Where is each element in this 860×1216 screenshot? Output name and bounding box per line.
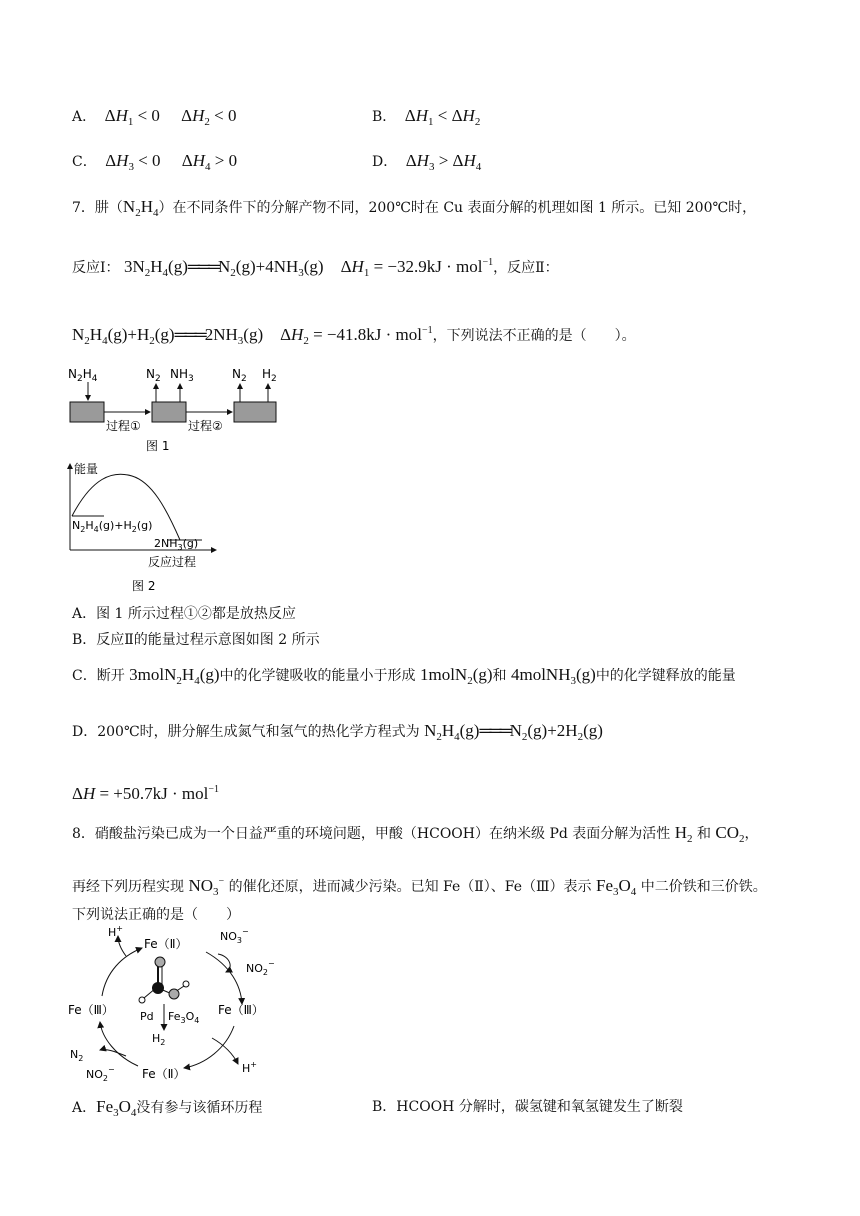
q7-stem-line1: 7．肼$(N_2H_4)$在不同条件下的分解产物不同，200℃时在 Cu 表面分解的机理如图 1 所示。已知 200℃时， <box>72 197 757 219</box>
q6-option-d: D． $\Delta H_3 > \Delta H_4$ <box>372 151 482 173</box>
figure-1-mechanism <box>66 362 286 458</box>
fig1-caption: 图 1 <box>146 439 170 453</box>
cycle-fe3-left: Fe（Ⅲ） <box>68 1003 114 1017</box>
cycle-no2-right: $NO_2^-$ <box>246 959 275 977</box>
fig1-box-2 <box>152 402 186 422</box>
fig1-box-1 <box>70 402 104 422</box>
cycle-n2: $N_2$ <box>70 1048 84 1063</box>
q8-stem-line3: 下列说法正确的是（ ） <box>72 907 240 923</box>
q8-stem-line2: 再经下列历程实现 $NO_3^-$ 的催化还原，进而减少污染。已知 Fe（Ⅱ）、Fe（Ⅲ）表示 $Fe_3O_4$ 中二价铁和三价铁。 <box>72 876 767 898</box>
cycle-fe3-right: Fe（Ⅲ） <box>218 1003 264 1017</box>
fig2-reactants-label: $N_2H_4(g)+H_2(g)$ <box>72 519 153 534</box>
q6-option-a: A． $\Delta H_1 < 0$ $\Delta H_2 < 0$ <box>72 106 237 128</box>
fig2-xlabel: 反应过程 <box>148 555 197 569</box>
cycle-h-plus-top: H+ <box>108 926 123 939</box>
fig2-caption: 图 2 <box>132 579 156 593</box>
cycle-pd: Pd <box>140 1010 154 1023</box>
q7-reaction-2: $N_2H_4(g)+H_2(g)═══2NH_3(g)$ $\Delta H_2 = -41.8kJ \cdot mol^{-1}$，下列说法不正确的是（ ）。 <box>72 325 636 347</box>
fig1-step-2: 过程② <box>188 419 223 433</box>
cycle-fe2-bottom: Fe（Ⅱ） <box>142 1067 186 1081</box>
fig2-products-label: $2NH_3(g)$ <box>154 537 199 552</box>
q7-option-d-dh: ΔH = +50.7kJ · mol$^{-1}$ <box>72 784 220 803</box>
fig1-label-n2h4: $N_2H_4$ <box>68 367 98 384</box>
fig1-label-n2-1: $N_2$ <box>146 367 161 384</box>
cycle-h2: $H_2$ <box>152 1032 166 1047</box>
fig1-step-1: 过程① <box>106 419 141 433</box>
q8-catalytic-cycle-figure <box>66 926 286 1086</box>
fig1-label-nh3: $NH_3$ <box>170 367 194 384</box>
figure-2-energy-diagram <box>62 458 222 598</box>
q7-option-d: D．200℃时，肼分解生成氮气和氢气的热化学方程式为 $N_2H_4(g)═══N_2(g)+2H_2(g)$ <box>72 721 603 743</box>
cycle-fe3o4: $Fe_3O_4$ <box>168 1010 200 1025</box>
q8-option-b: B．HCOOH 分解时，碳氢键和氧氢键发生了断裂 <box>372 1099 683 1115</box>
fig1-box-3 <box>234 402 276 422</box>
cycle-no3: $NO_3^-$ <box>220 927 249 945</box>
cycle-fe2-top: Fe（Ⅱ） <box>144 937 188 951</box>
q7-option-c: C．断开 $3molN_2H_4(g)$中的化学键吸收的能量小于形成 1molN$_2$(g)和 4molNH$_3$(g)中的化学键释放的能量 <box>72 665 736 687</box>
q6-option-b: B． $\Delta H_1 < \Delta H_2$ <box>372 106 481 128</box>
fig2-ylabel: 能量 <box>74 462 99 476</box>
cycle-no2-left: $NO_2^-$ <box>86 1065 115 1083</box>
fig1-label-n2-2: $N_2$ <box>232 367 247 384</box>
fig1-label-h2: $H_2$ <box>262 367 277 384</box>
q6-option-c: C． $\Delta H_3 < 0$ $\Delta H_4 > 0$ <box>72 151 238 173</box>
q8-stem-line1: 8．硝酸盐污染已成为一个日益严重的环境问题，甲酸（HCOOH）在纳米级 Pd 表面分解为活性 $H_2$ 和 $CO_2$， <box>72 823 759 845</box>
q7-option-b: B．反应Ⅱ的能量过程示意图如图 2 所示 <box>72 632 320 648</box>
q8-option-a: A．$Fe_3O_4$没有参与该循环历程 <box>72 1097 263 1119</box>
q7-reaction-1: 反应Ⅰ： $3N_2H_4(g)═══N_2(g)+4NH_3(g)$ $\Delta H_1 = -32.9kJ \cdot mol^{-1}$，反应Ⅱ： <box>72 257 559 279</box>
q7-option-a: A．图 1 所示过程①②都是放热反应 <box>72 606 296 622</box>
cycle-h-plus-bottom: H+ <box>242 1060 257 1075</box>
